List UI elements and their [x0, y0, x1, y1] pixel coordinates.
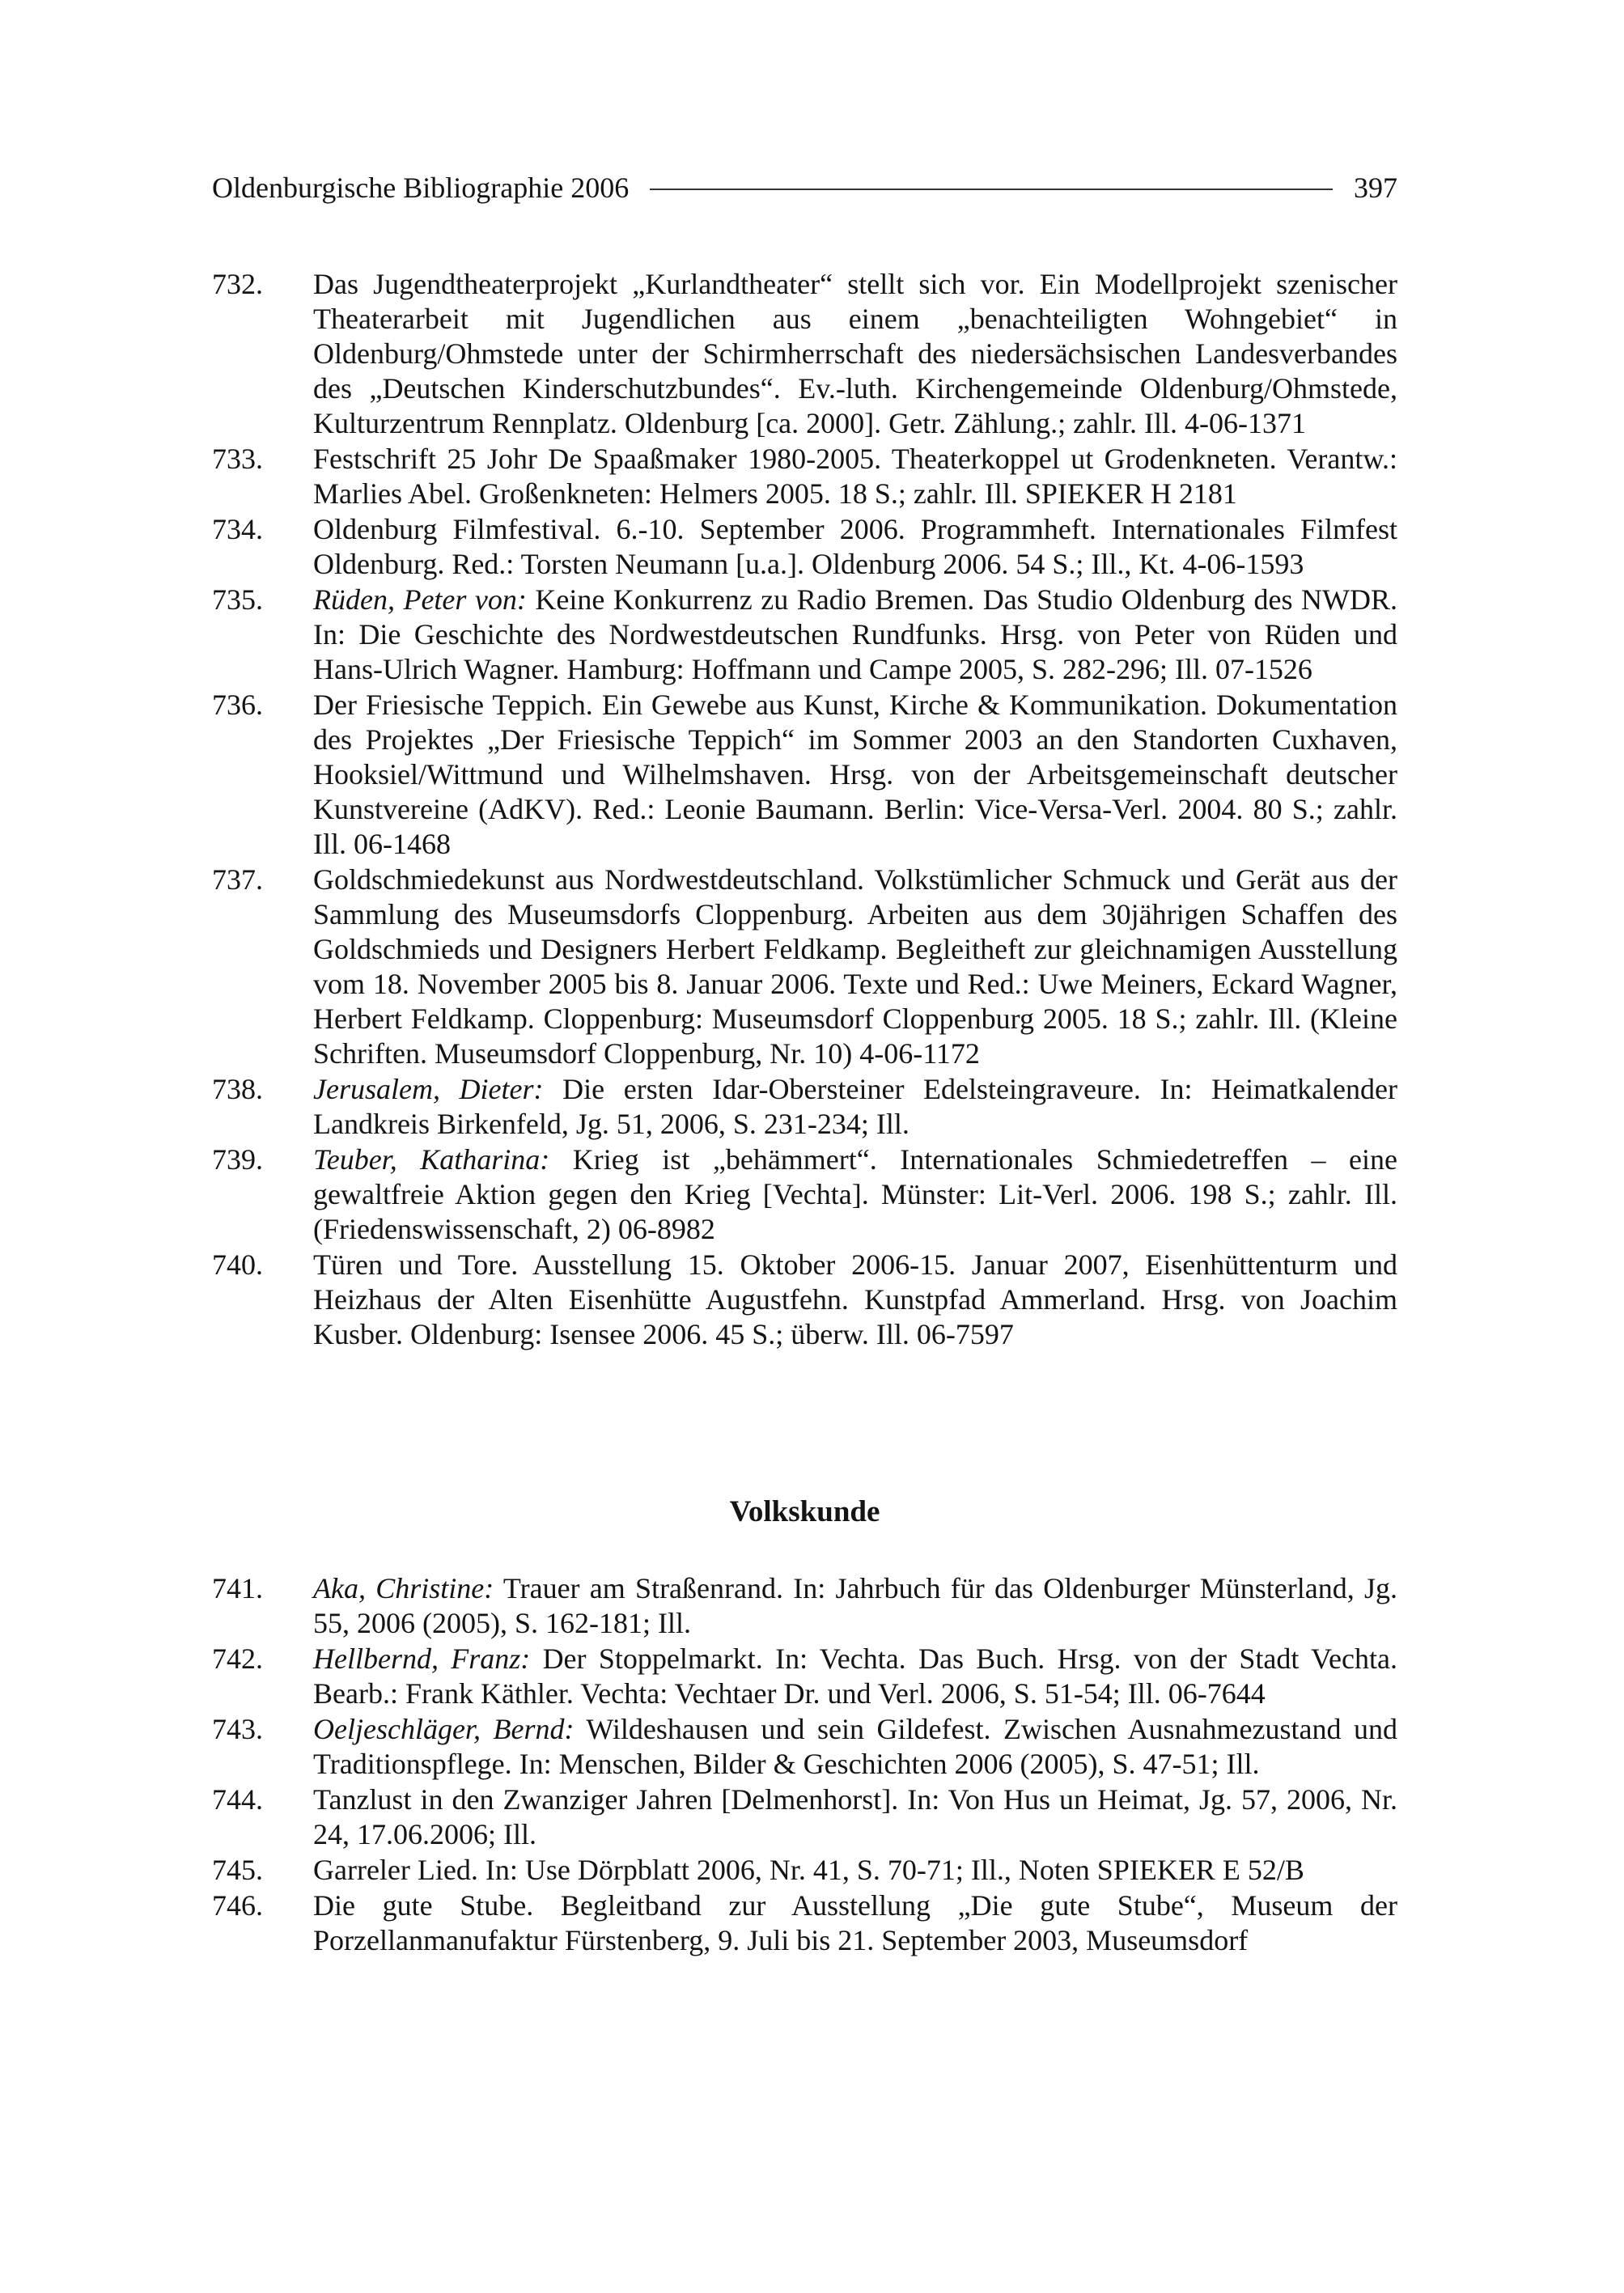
entry-number: 741.	[212, 1572, 263, 1604]
bibliography-entry	[212, 512, 1397, 582]
entry-text	[313, 1072, 1397, 1142]
entry-number: 746.	[212, 1889, 263, 1922]
bibliography-entry	[212, 1248, 1397, 1352]
entry-text	[313, 1712, 1397, 1782]
entry-body: Keine Konkurrenz zu Radio Bremen. Das Studio Oldenburg des NWDR. In: Die Geschichte des Nordwestdeutschen Rundfunks. Hrsg. von Peter von Rüden und Hans-Ulrich Wagner. Hamburg: Hoffmann und Campe 2005, S. 282-296; Ill. 07-1526	[313, 583, 1397, 685]
entry-text	[313, 863, 1397, 1071]
entry-body: Oldenburg Filmfestival. 6.-10. September 2006. Programmheft. Internationales Filmfest Oldenburg. Red.: Torsten Neumann [u.a.]. Oldenburg 2006. 54 S.; Ill., Kt. 4-06-1593	[313, 513, 1397, 580]
bibliography-entry	[212, 583, 1397, 687]
bibliography-entry	[212, 1072, 1397, 1142]
bibliography-entry	[212, 1642, 1397, 1711]
entry-text	[313, 1571, 1397, 1641]
entry-text	[313, 1853, 1397, 1888]
entry-number: 743.	[212, 1713, 263, 1745]
entry-number: 745.	[212, 1854, 263, 1886]
page-number: 397	[1354, 172, 1397, 204]
entry-number: 742.	[212, 1642, 263, 1675]
entry-number: 733.	[212, 443, 263, 475]
bibliography-entry	[212, 688, 1397, 862]
entry-number: 739.	[212, 1143, 263, 1176]
section-heading: Volkskunde	[729, 1495, 880, 1528]
entry-body: Festschrift 25 Johr De Spaaßmaker 1980-2005. Theaterkoppel ut Grodenkneten. Verantw.: Marlies Abel. Großenkneten: Helmers 2005. 18 S.; zahlr. Ill. SPIEKER H 2181	[313, 443, 1397, 510]
header-rule	[650, 189, 1333, 190]
bibliography-entry	[212, 267, 1397, 441]
entry-author: Teuber, Katharina:	[313, 1143, 550, 1176]
entry-number: 737.	[212, 863, 263, 896]
entry-body: Garreler Lied. In: Use Dörpblatt 2006, Nr. 41, S. 70-71; Ill., Noten SPIEKER E 52/B	[313, 1854, 1304, 1886]
bibliography-entry	[212, 1571, 1397, 1641]
entry-text	[313, 1248, 1397, 1352]
entry-body: Krieg ist „behämmert“. Internationales Schmiedetreffen – eine gewaltfreie Aktion gegen den Krieg [Vechta]. Münster: Lit-Verl. 2006. 198 S.; zahlr. Ill. (Friedenswissenschaft, 2) 06-8982	[313, 1143, 1397, 1245]
running-header	[212, 163, 1397, 212]
bibliography-entry	[212, 1782, 1397, 1852]
header-title: Oldenburgische Bibliographie 2006	[212, 172, 630, 204]
entry-text	[313, 583, 1397, 687]
entry-author: Aka, Christine:	[313, 1572, 494, 1604]
entry-body: Türen und Tore. Ausstellung 15. Oktober 2006-15. Januar 2007, Eisenhüttenturm und Heizhaus der Alten Eisenhütte Augustfehn. Kunstpfad Ammerland. Hrsg. von Joachim Kusber. Oldenburg: Isensee 2006. 45 S.; überw. Ill. 06-7597	[313, 1248, 1397, 1350]
entry-body: Die ersten Idar-Obersteiner Edelsteingraveure. In: Heimatkalender Landkreis Birkenfeld, Jg. 51, 2006, S. 231-234; Ill.	[313, 1073, 1397, 1140]
entry-author: Hellbernd, Franz:	[313, 1642, 531, 1675]
entry-number: 736.	[212, 689, 263, 721]
entry-body: Goldschmiedekunst aus Nordwestdeutschland. Volkstümlicher Schmuck und Gerät aus der Sammlung des Museumsdorfs Cloppenburg. Arbeiten aus dem 30jährigen Schaffen des Goldschmieds und Designers Herbert Feldkamp. Begleitheft zur gleichnamigen Ausstellung vom 18. November 2005 bis 8. Januar 2006. Texte und Red.: Uwe Meiners, Eckard Wagner, Herbert Feldkamp. Cloppenburg: Museumsdorf Cloppenburg 2005. 18 S.; zahlr. Ill. (Kleine Schriften. Museumsdorf Cloppenburg, Nr. 10) 4-06-1172	[313, 863, 1397, 1070]
entry-text	[313, 688, 1397, 862]
entry-author: Oeljeschläger, Bernd:	[313, 1713, 575, 1745]
entry-number: 734.	[212, 513, 263, 545]
bibliography-entries-top	[212, 267, 1397, 1353]
bibliography-entry	[212, 863, 1397, 1071]
entry-body: Trauer am Straßenrand. In: Jahrbuch für das Oldenburger Münsterland, Jg. 55, 2006 (2005), S. 162-181; Ill.	[313, 1572, 1397, 1639]
bibliography-entry	[212, 1712, 1397, 1782]
entry-number: 744.	[212, 1783, 263, 1816]
entry-text	[313, 442, 1397, 511]
bibliography-entries-bottom	[212, 1571, 1397, 1959]
entry-text	[313, 1642, 1397, 1711]
entry-body: Der Friesische Teppich. Ein Gewebe aus Kunst, Kirche & Kommunikation. Dokumentation des Projektes „Der Friesische Teppich“ im Sommer 2003 an den Standorten Cuxhaven, Hooksiel/Wittmund und Wilhelmshaven. Hrsg. von der Arbeitsgemeinschaft deutscher Kunstvereine (AdKV). Red.: Leonie Baumann. Berlin: Vice-Versa-Verl. 2004. 80 S.; zahlr. Ill. 06-1468	[313, 689, 1397, 860]
entry-number: 740.	[212, 1248, 263, 1281]
bibliography-entry	[212, 442, 1397, 511]
entry-body: Wildeshausen und sein Gildefest. Zwischen Ausnahmezustand und Traditionspflege. In: Menschen, Bilder & Geschichten 2006 (2005), S. 47-51; Ill.	[313, 1713, 1397, 1780]
entry-body: Die gute Stube. Begleitband zur Ausstellung „Die gute Stube“, Museum der Porzellanmanufaktur Fürstenberg, 9. Juli bis 21. September 2003, Museumsdorf	[313, 1889, 1397, 1956]
bibliography-entry	[212, 1142, 1397, 1247]
entry-author: Jerusalem, Dieter:	[313, 1073, 544, 1105]
entry-text	[313, 1142, 1397, 1247]
entry-number: 738.	[212, 1073, 263, 1105]
entry-body: Tanzlust in den Zwanziger Jahren [Delmenhorst]. In: Von Hus un Heimat, Jg. 57, 2006, Nr. 24, 17.06.2006; Ill.	[313, 1783, 1397, 1850]
entry-body: Das Jugendtheaterprojekt „Kurlandtheater“ stellt sich vor. Ein Modellprojekt szenischer Theaterarbeit mit Jugendlichen aus einem „benachteiligten Wohngebiet“ in Oldenburg/Ohmstede unter der Schirmherrschaft des niedersächsischen Landesverbandes des „Deutschen Kinderschutzbundes“. Ev.-luth. Kirchengemeinde Oldenburg/Ohmstede, Kulturzentrum Rennplatz. Oldenburg [ca. 2000]. Getr. Zählung.; zahlr. Ill. 4-06-1371	[313, 268, 1397, 439]
entry-number: 732.	[212, 268, 263, 300]
entry-number: 735.	[212, 583, 263, 616]
entry-text	[313, 512, 1397, 582]
bibliography-entry	[212, 1888, 1397, 1958]
entry-text	[313, 267, 1397, 441]
entry-author: Rüden, Peter von:	[313, 583, 527, 616]
bibliography-entry	[212, 1853, 1397, 1888]
entry-text	[313, 1888, 1397, 1958]
entry-text	[313, 1782, 1397, 1852]
entry-body: Der Stoppelmarkt. In: Vechta. Das Buch. Hrsg. von der Stadt Vechta. Bearb.: Frank Käthler. Vechta: Vechtaer Dr. und Verl. 2006, S. 51-54; Ill. 06-7644	[313, 1642, 1397, 1710]
